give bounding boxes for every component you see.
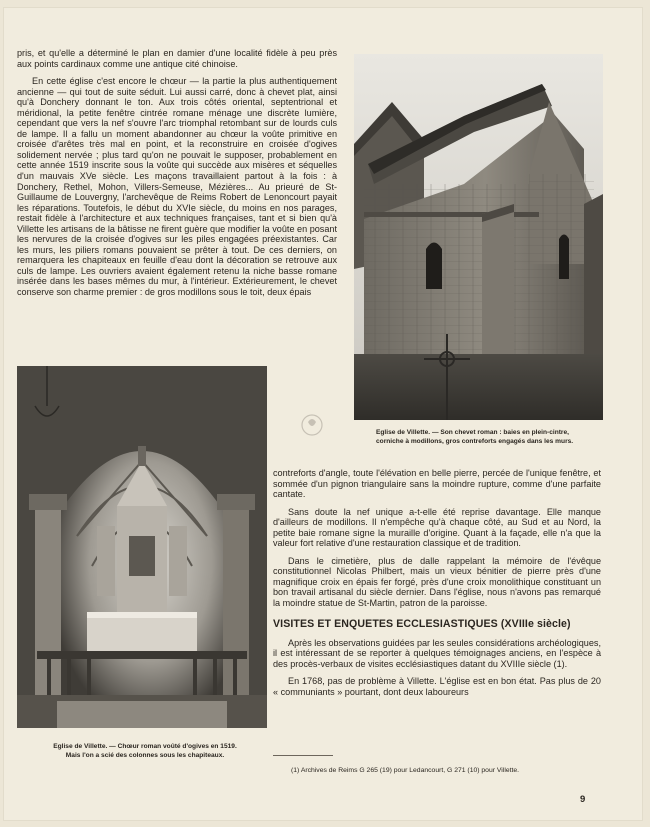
exterior-photo-caption bbox=[376, 428, 612, 446]
interior-photo-caption bbox=[22, 742, 268, 760]
text-column-left bbox=[17, 48, 337, 298]
paragraph: Après les observations guidées par les seules considérations archéologiques, il est intéressant de se reporter à quelques témoignages anciens, en l'espèce à des procès-verbaux de visites ecclésiastiques datant du XVIIIe siècle (1). bbox=[273, 637, 601, 669]
footnote-divider bbox=[273, 755, 333, 756]
caption-line: Mais l'on a scié des colonnes sous les chapiteaux. bbox=[65, 752, 225, 759]
paragraph: contreforts d'angle, toute l'élévation en belle pierre, percée de l'unique fenêtre, et sommée d'un pignon triangulaire sans la moindre rupture, comme d'une parfaite cantate. bbox=[273, 468, 601, 500]
paragraph: En cette église c'est encore le chœur — la partie la plus authentiquement ancienne — qui tout de suite séduit. Lui aussi carré, donc à chevet plat, ainsi qu'à Donchery donnant le ton. Aux trois côtés oriental, septentrional et méridional, la petite fenêtre cintrée romane ménage une discrète lumière, cependant que vers la nef s'ouvre l'arc triomphal retombant sur de lourds culs de lampe. Il a fallu un moment abandonner au chœur la voûte primitive en croisée d'arêtes très mal en point, et la reconstruire en croisée d'ogives solidement nervée ; plus tard qu'on ne pouvait le supposer, probablement en cette année 1519 inscrite sous la voûte qui succède aux misères et séquelles d'un mauvais XVe siècle. Les maçons travaillaient partout à la fois : à Donchery, Rethel, Mohon, Villers-Semeuse, Mézières... Au prieuré de St-Guillaume de Louvergny, l'archevêque de Reims Robert de Lenoncourt payait les réparations. Toutefois, le début du XVIe siècle, du moins en nos parages, restait fidèle à l'architecture et aux techniques françaises, tant et si bien qu'à Villette les artisans de la bâtisse ne firent guère que modifier la voûte en posant les nervures de la croisée d'ogives sur les piles engagées préexistantes. Car les murs, les piliers romans pouvaient se prêter à tout. De ces derniers, on remarquera les chapiteaux en feuille d'eau dont la décoration se retrouve aux culs de lampe. Les ouvriers avaient également retenu la niche basse romane insérée dans les bases mêmes du mur, à l'intérieur. Extérieurement, le chevet conserve son charme premier : de gros modillons sous le toit, deux épais bbox=[17, 76, 337, 298]
section-heading: VISITES ET ENQUETES ECCLESIASTIQUES (XVIIIe siècle) bbox=[273, 617, 571, 630]
caption-line: Eglise de Villette. — Chœur roman voûté d'ogives en 1519. bbox=[53, 743, 237, 750]
page bbox=[4, 8, 642, 820]
paragraph: pris, et qu'elle a déterminé le plan en damier d'une localité fidèle à peu près aux points cardinaux comme une antique cité chinoise. bbox=[17, 48, 337, 69]
church-exterior-photo bbox=[354, 54, 603, 420]
library-stamp-icon bbox=[300, 410, 334, 440]
text-column-right bbox=[273, 468, 601, 697]
paragraph: En 1768, pas de problème à Villette. L'église est en bon état. Pas plus de 20 « communiants » pourtant, dont deux laboureurs bbox=[273, 676, 601, 697]
caption-line: corniche à modillons, gros contreforts engagés dans les murs. bbox=[376, 438, 574, 445]
paragraph: Dans le cimetière, plus de dalle rappelant la mémoire de l'évêque constitutionnel Nicolas Philbert, mais un vieux bénitier de pierre près d'une magnifique croix en épais fer forgé, près d'une croix monolithique constituant un bon travail artisanal du siècle dernier. Dans l'église, nous n'avons pas remarqué la moindre statue de St-Martin, patron de la paroisse. bbox=[273, 555, 601, 609]
caption-line: Eglise de Villette. — Son chevet roman : baies en plein-cintre, bbox=[376, 429, 569, 436]
footnote: (1) Archives de Reims G 265 (19) pour Ledancourt, G 271 (10) pour Villette. bbox=[291, 767, 520, 774]
church-interior-photo bbox=[17, 366, 267, 728]
page-number: 9 bbox=[580, 794, 586, 805]
paragraph: Sans doute la nef unique a-t-elle été reprise davantage. Elle manque d'ailleurs de modillons. Il n'empêche qu'à chaque côté, au Sud et au Nord, la petite baie romane signe la muraille d'origine. Quant à la façade, elle n'a que la valeur fort relative d'une restauration classique et de tradition. bbox=[273, 506, 601, 549]
